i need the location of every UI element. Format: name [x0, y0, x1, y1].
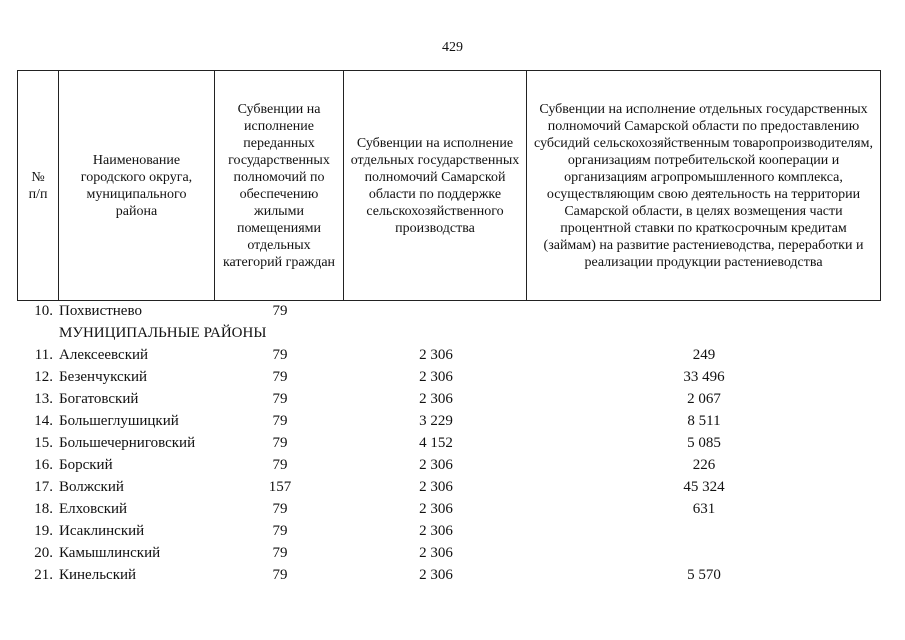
row-value-housing: 79 — [272, 457, 288, 473]
row-value-credit: 5 085 — [687, 435, 721, 451]
row-value-housing: 79 — [272, 567, 288, 583]
row-value-agri: 3 229 — [419, 413, 453, 429]
row-value-agri: 2 306 — [419, 501, 453, 517]
row-value-agri: 2 306 — [419, 523, 453, 539]
table-body — [17, 300, 897, 586]
table-row — [17, 564, 897, 586]
table-row — [17, 366, 897, 388]
header-col1: Субвенции на исполнение переданных государственных полномочий по обеспечению жилыми помещениями отдельных категорий граждан — [215, 71, 344, 301]
row-value-housing: 79 — [272, 391, 288, 407]
row-value-credit: 45 324 — [683, 479, 725, 495]
header-col3: Субвенции на исполнение отдельных государственных полномочий Самарской области по предоставлению субсидий сельскохозяйственным товаропроизводителям, организациям потребительской кооперации и организациям агропромышленного комплекса, осуществляющим свою деятельность на территории Самарской области, в целях возмещения части процентной ставки по краткосрочным кредитам (займам) на развитие растениеводства, переработки и реализации продукции растениеводства — [527, 71, 881, 301]
row-name: Похвистнево — [59, 303, 142, 319]
table-row — [17, 300, 897, 322]
row-number: 19. — [34, 523, 53, 539]
row-value-agri: 2 306 — [419, 391, 453, 407]
row-name: Камышлинский — [59, 545, 161, 561]
header-name: Наименование городского округа, муниципального района — [59, 71, 215, 301]
row-value-housing: 79 — [272, 545, 288, 561]
row-value-credit: 249 — [692, 347, 716, 363]
row-number: 12. — [34, 369, 53, 385]
row-value-housing: 79 — [272, 501, 288, 517]
row-number: 14. — [34, 413, 53, 429]
row-value-credit: 2 067 — [687, 391, 721, 407]
row-value-agri: 2 306 — [419, 457, 453, 473]
row-name: Исаклинский — [59, 523, 145, 539]
row-name: Богатовский — [59, 391, 139, 407]
row-value-credit: 226 — [692, 457, 716, 473]
row-value-agri: 2 306 — [419, 369, 453, 385]
row-value-agri: 2 306 — [419, 545, 453, 561]
row-number: 18. — [34, 501, 53, 517]
row-value-housing: 79 — [272, 347, 288, 363]
row-name: Большеглушицкий — [59, 413, 179, 429]
row-number: 10. — [34, 303, 53, 319]
row-value-housing: 79 — [272, 435, 288, 451]
row-value-agri: 4 152 — [419, 435, 453, 451]
row-value-housing: 79 — [272, 303, 288, 319]
row-name: Алексеевский — [59, 347, 149, 363]
row-value-credit: 33 496 — [683, 369, 725, 385]
row-value-housing: 79 — [272, 369, 288, 385]
row-value-agri: 2 306 — [419, 347, 453, 363]
row-value-agri: 2 306 — [419, 567, 453, 583]
row-value-housing: 79 — [272, 413, 288, 429]
section-title: МУНИЦИПАЛЬНЫЕ РАЙОНЫ — [59, 325, 267, 341]
table-row — [17, 454, 897, 476]
table-row — [17, 388, 897, 410]
row-name: Кинельский — [59, 567, 137, 583]
row-value-housing: 79 — [272, 523, 288, 539]
table-row — [17, 498, 897, 520]
row-name: Безенчукский — [59, 369, 148, 385]
row-number: 13. — [34, 391, 53, 407]
table-row — [17, 432, 897, 454]
row-name: Елховский — [59, 501, 128, 517]
row-value-housing: 157 — [268, 479, 292, 495]
row-number: 15. — [34, 435, 53, 451]
table-row — [17, 520, 897, 542]
row-name: Борский — [59, 457, 113, 473]
row-number: 17. — [34, 479, 53, 495]
header-num: № п/п — [18, 71, 59, 301]
row-value-agri: 2 306 — [419, 479, 453, 495]
table-row — [17, 344, 897, 366]
row-name: Большечерниговский — [59, 435, 196, 451]
section-row — [17, 322, 897, 344]
row-value-credit: 8 511 — [687, 413, 721, 429]
table-row — [17, 476, 897, 498]
table-row — [17, 410, 897, 432]
row-number: 16. — [34, 457, 53, 473]
page-number: 429 — [442, 40, 463, 55]
table-row — [17, 542, 897, 564]
row-name: Волжский — [59, 479, 124, 495]
row-number: 21. — [34, 567, 53, 583]
row-value-credit: 5 570 — [687, 567, 721, 583]
row-number: 20. — [34, 545, 53, 561]
row-value-credit: 631 — [692, 501, 716, 517]
table-header — [17, 70, 881, 301]
row-number: 11. — [34, 347, 53, 363]
header-col2: Субвенции на исполнение отдельных государственных полномочий Самарской области по поддержке сельскохозяйственного производства — [344, 71, 527, 301]
